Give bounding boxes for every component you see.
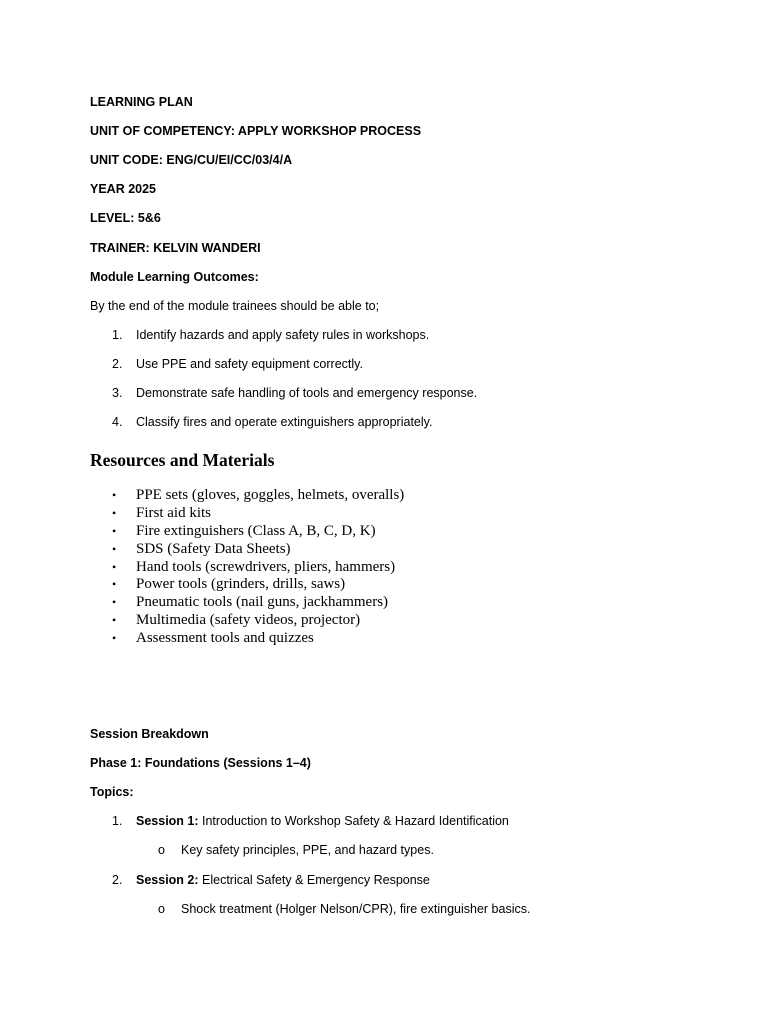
list-item-text: PPE sets (gloves, goggles, helmets, overalls) xyxy=(136,487,405,503)
session-title xyxy=(136,872,430,888)
session-subitem: Key safety principles, PPE, and hazard types. xyxy=(181,843,434,857)
session-label: Session 1: xyxy=(136,814,199,828)
trainer: TRAINER: KELVIN WANDERI xyxy=(90,241,261,255)
list-item-text: Assessment tools and quizzes xyxy=(136,630,314,647)
session-title-text: Introduction to Workshop Safety & Hazard Identification xyxy=(198,814,509,828)
bullet-icon: • xyxy=(112,613,117,628)
list-item-text: Classify fires and operate extinguishers appropriately. xyxy=(136,415,433,429)
list-item-number: 2. xyxy=(112,873,123,887)
list-item-text: Multimedia (safety videos, projector) xyxy=(136,612,361,629)
list-item-text: Demonstrate safe handling of tools and emergency response. xyxy=(136,386,478,400)
resources-list xyxy=(112,487,404,648)
bullet-icon: • xyxy=(112,505,117,520)
list-item-text: Identify hazards and apply safety rules in workshops. xyxy=(136,328,430,342)
session-subitem: Shock treatment (Holger Nelson/CPR), fire extinguisher basics. xyxy=(181,902,531,916)
list-item-text: Power tools (grinders, drills, saws) xyxy=(136,576,346,593)
unit-of-competency: UNIT OF COMPETENCY: APPLY WORKSHOP PROCESS xyxy=(90,124,422,138)
bullet-icon: • xyxy=(112,631,117,646)
list-item-text: Fire extinguishers (Class A, B, C, D, K) xyxy=(136,522,376,539)
list-item-text: First aid kits xyxy=(136,504,212,521)
list-item xyxy=(112,594,404,612)
topics-label: Topics: xyxy=(90,785,134,799)
list-item xyxy=(112,523,404,541)
session-title xyxy=(136,813,509,829)
session-label: Session 2: xyxy=(136,873,199,887)
list-item-number: 2. xyxy=(112,357,123,371)
bullet-icon: • xyxy=(112,577,117,592)
list-item-number: 1. xyxy=(112,814,123,828)
list-item xyxy=(112,559,404,577)
outcomes-intro: By the end of the module trainees should be able to; xyxy=(90,299,380,313)
sub-bullet-icon: o xyxy=(158,843,165,857)
list-item-number: 4. xyxy=(112,415,123,429)
level: LEVEL: 5&6 xyxy=(90,211,161,225)
list-item xyxy=(112,612,404,630)
list-item xyxy=(112,541,404,559)
sessions-heading: Session Breakdown xyxy=(90,727,209,741)
list-item xyxy=(112,630,404,648)
list-item-number: 1. xyxy=(112,328,123,342)
list-item xyxy=(112,505,404,523)
bullet-icon: • xyxy=(112,523,117,538)
outcomes-heading: Module Learning Outcomes: xyxy=(90,270,259,284)
bullet-icon: • xyxy=(112,541,117,556)
document-title: LEARNING PLAN xyxy=(90,95,193,109)
bullet-icon: • xyxy=(112,488,117,502)
list-item-text: Use PPE and safety equipment correctly. xyxy=(136,357,363,371)
list-item-text: SDS (Safety Data Sheets) xyxy=(136,540,291,557)
bullet-icon: • xyxy=(112,595,117,610)
list-item-text: Pneumatic tools (nail guns, jackhammers) xyxy=(136,594,389,611)
phase-heading: Phase 1: Foundations (Sessions 1–4) xyxy=(90,756,311,770)
session-title-text: Electrical Safety & Emergency Response xyxy=(198,873,430,887)
list-item-text: Hand tools (screwdrivers, pliers, hammers) xyxy=(136,558,396,575)
year: YEAR 2025 xyxy=(90,182,157,196)
sub-bullet-icon: o xyxy=(158,902,165,916)
list-item-number: 3. xyxy=(112,386,123,400)
list-item xyxy=(112,576,404,594)
unit-code: UNIT CODE: ENG/CU/EI/CC/03/4/A xyxy=(90,153,293,167)
bullet-icon: • xyxy=(112,559,117,574)
resources-heading: Resources and Materials xyxy=(90,450,275,470)
list-item xyxy=(112,487,404,505)
